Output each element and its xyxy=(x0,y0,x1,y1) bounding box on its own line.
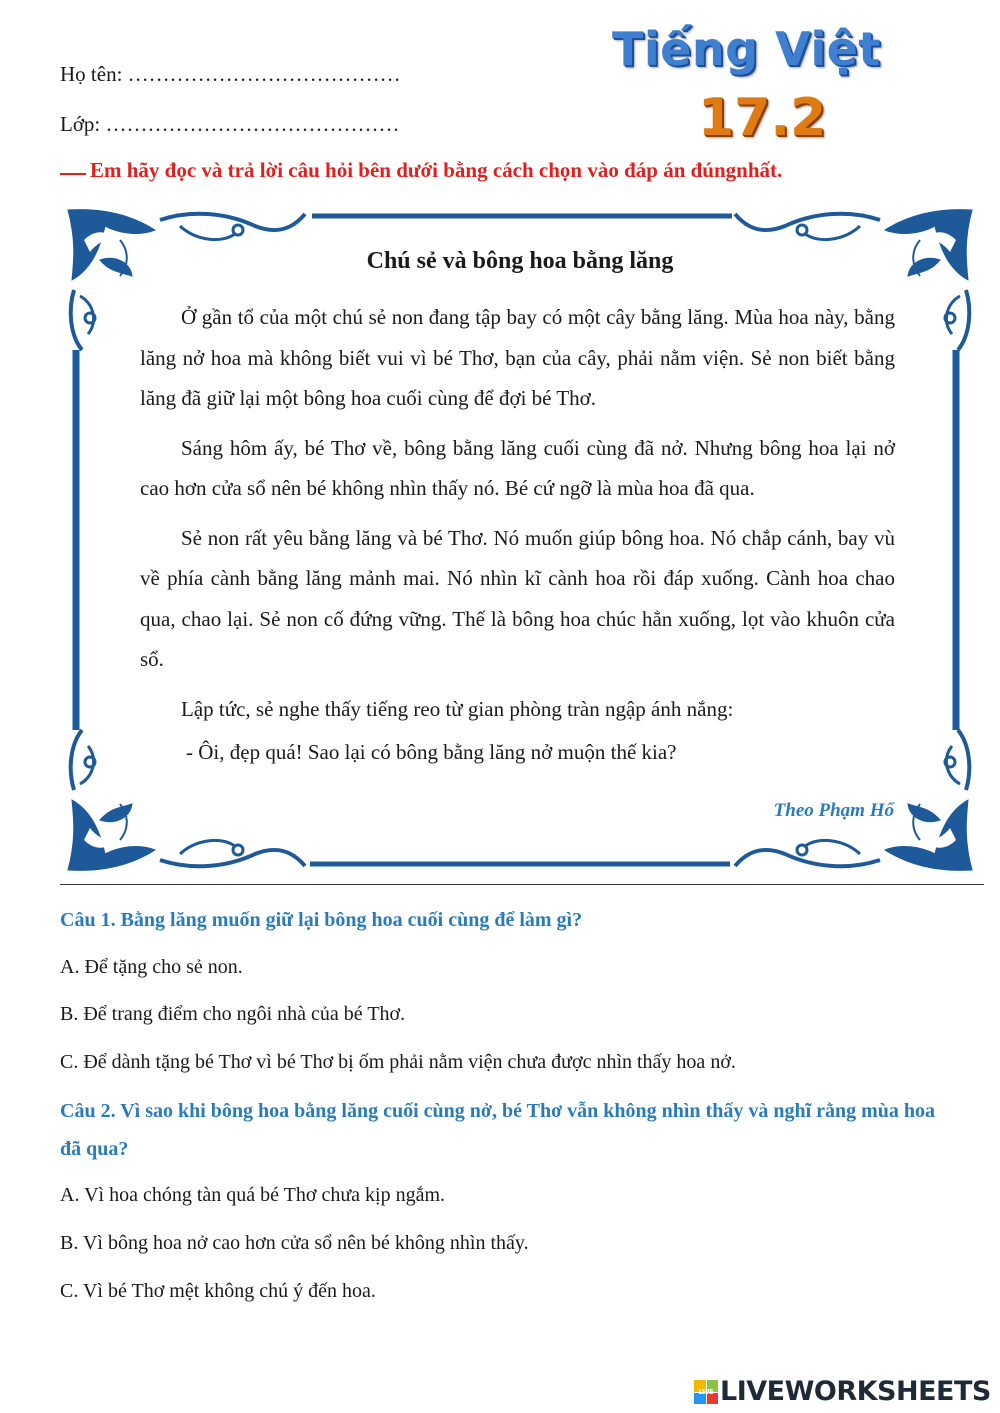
story-title: Chú sẻ và bông hoa bằng lăng xyxy=(366,248,674,274)
name-field: Họ tên: ………………………………… xyxy=(60,62,401,86)
logo-badge-text: LWS xyxy=(698,1388,714,1396)
divider xyxy=(60,884,984,885)
question-1-option-c[interactable]: C. Để dành tặng bé Thơ vì bé Thơ bị ốm phải nằm viện chưa được nhìn thấy hoa nở. xyxy=(60,1051,736,1073)
question-1-option-b[interactable]: B. Để trang điểm cho ngôi nhà của bé Thơ. xyxy=(60,1003,406,1025)
question-2: Câu 2. Vì sao khi bông hoa bằng lăng cuối cùng nở, bé Thơ vẫn không nhìn thấy và nghĩ rằng mùa hoa đã qua? xyxy=(60,1100,936,1160)
story-paragraph: Lập tức, sẻ nghe thấy tiếng reo từ gian phòng tràn ngập ánh nắng: xyxy=(181,696,734,721)
instruction-text: Em hãy đọc và trả lời câu hỏi bên dưới bằng cách chọn vào đáp án đúngnhất. xyxy=(90,158,783,182)
question-2-option-b[interactable]: B. Vì bông hoa nở cao hơn cửa sổ nên bé không nhìn thấy. xyxy=(60,1232,529,1254)
story-body xyxy=(140,297,895,773)
class-field: Lớp: …………………………………… xyxy=(60,112,400,136)
liveworksheets-logo xyxy=(694,1378,994,1408)
story-credit: Theo Phạm Hổ xyxy=(773,800,894,821)
question-1: Câu 1. Bằng lăng muốn giữ lại bông hoa cuối cùng để làm gì? xyxy=(60,909,583,931)
question-1-option-a[interactable]: A. Để tặng cho sẻ non. xyxy=(60,956,243,978)
lesson-number: 17.2 xyxy=(698,88,827,148)
story-paragraph: Sáng hôm ấy, bé Thơ về, bông bằng lăng cuối cùng đã nở. Nhưng bông hoa lại nở cao hơn cửa sổ nên bé không nhìn thấy nó. Bé cứ ngỡ là mùa hoa đã qua. xyxy=(140,435,895,500)
logo-text: LIVEWORKSHEETS xyxy=(720,1376,991,1407)
question-2-option-c[interactable]: C. Vì bé Thơ mệt không chú ý đến hoa. xyxy=(60,1280,376,1302)
instruction-blank xyxy=(60,173,86,175)
question-2-option-a[interactable]: A. Vì hoa chóng tàn quá bé Thơ chưa kịp ngắm. xyxy=(60,1184,446,1206)
story-dialogue: - Ôi, đẹp quá! Sao lại có bông bằng lăng nở muộn thế kia? xyxy=(186,740,677,764)
instruction xyxy=(60,158,782,183)
subject-title: Tiếng Việt xyxy=(612,22,881,76)
story-paragraph: Sẻ non rất yêu bằng lăng và bé Thơ. Nó muốn giúp bông hoa. Nó chắp cánh, bay vù về phía cành bằng lăng mảnh mai. Nó nhìn kĩ cành hoa rồi đáp xuống. Cành hoa chao qua, chao lại. Sẻ non cố đứng vững. Thế là bông hoa chúc hẳn xuống, lọt vào khuôn cửa sổ. xyxy=(140,525,895,671)
story-paragraph: Ở gần tổ của một chú sẻ non đang tập bay có một cây bằng lăng. Mùa hoa này, bằng lăng nở hoa mà không biết vui vì bé Thơ, bạn của cây, phải nằm viện. Sẻ non biết bằng lăng đã giữ lại một bông hoa cuối cùng để đợi bé Thơ. xyxy=(140,305,895,410)
